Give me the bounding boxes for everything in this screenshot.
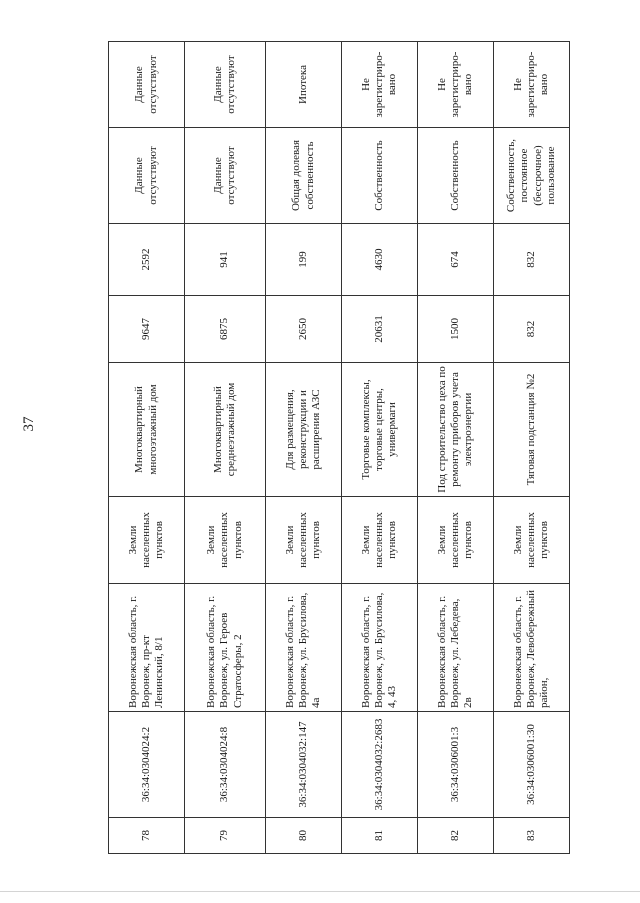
cell-cadastral: 36:34:0304024:8 [185, 712, 266, 818]
cell-num: 83 [494, 818, 570, 854]
cell-value: 2592 [109, 224, 185, 296]
cell-right: Данные отсутствуют [185, 128, 266, 224]
cell-num: 78 [109, 818, 185, 854]
table-row [266, 42, 342, 854]
cell-use: Для размещения, реконструкции и расширения АЗС [266, 363, 342, 497]
cell-category: Земли населенных пунктов [342, 497, 418, 584]
page-number: 37 [21, 416, 37, 432]
table-row [418, 42, 494, 854]
cell-use: Под строительство цеха по ремонту приборов учета электроэнергии [418, 363, 494, 497]
cell-num: 82 [418, 818, 494, 854]
cell-area: 20631 [342, 296, 418, 363]
cell-value: 832 [494, 224, 570, 296]
cell-encumbrance: Данные отсутствуют [109, 42, 185, 128]
cell-encumbrance: Не зарегистриро-вано [342, 42, 418, 128]
cell-address: Воронежская область, г. Воронеж, ул. Брусилова, 4, 43 [342, 584, 418, 712]
cell-encumbrance: Данные отсутствуют [185, 42, 266, 128]
cell-right: Собственность [342, 128, 418, 224]
cell-value: 941 [185, 224, 266, 296]
cell-cadastral: 36:34:0304032:2683 [342, 712, 418, 818]
table-row [185, 42, 266, 854]
cell-right: Собственность, постоянное (бессрочное) пользование [494, 128, 570, 224]
cell-category: Земли населенных пунктов [266, 497, 342, 584]
cell-use: Многоквартирный многоэтажный дом [109, 363, 185, 497]
cell-address: Воронежская область, г. Воронеж, ул. Брусилова, 4а [266, 584, 342, 712]
cell-num: 81 [342, 818, 418, 854]
cell-right: Данные отсутствуют [109, 128, 185, 224]
cell-use: Многоквартирный среднеэтажный дом [185, 363, 266, 497]
cell-area: 2650 [266, 296, 342, 363]
cell-area: 832 [494, 296, 570, 363]
land-plots-table-wrapper [108, 42, 569, 854]
cell-right: Общая долевая собственность [266, 128, 342, 224]
cell-cadastral: 36:34:0306001:30 [494, 712, 570, 818]
cell-num: 79 [185, 818, 266, 854]
cell-area: 9647 [109, 296, 185, 363]
cell-encumbrance: Ипотека [266, 42, 342, 128]
land-plots-table [108, 41, 570, 854]
cell-category: Земли населенных пунктов [494, 497, 570, 584]
cell-cadastral: 36:34:0304024:2 [109, 712, 185, 818]
cell-category: Земли населенных пунктов [109, 497, 185, 584]
cell-encumbrance: Не зарегистриро-вано [418, 42, 494, 128]
cell-use: Тяговая подстанция №2 [494, 363, 570, 497]
cell-area: 6875 [185, 296, 266, 363]
cell-value: 674 [418, 224, 494, 296]
cell-cadastral: 36:34:0304032:147 [266, 712, 342, 818]
cell-address: Воронежская область, г. Воронеж, пр-кт Ленинский, 8/1 [109, 584, 185, 712]
table-row [342, 42, 418, 854]
table-body [109, 42, 570, 854]
cell-value: 199 [266, 224, 342, 296]
cell-use: Торговые комплексы, торговые центры, универмаги [342, 363, 418, 497]
table-row [494, 42, 570, 854]
cell-cadastral: 36:34:0306001:3 [418, 712, 494, 818]
cell-encumbrance: Не зарегистриро-вано [494, 42, 570, 128]
cell-address: Воронежская область, г. Воронеж, ул. Лебедева, 2в [418, 584, 494, 712]
cell-address: Воронежская область, г. Воронеж, Левобережный район, [494, 584, 570, 712]
table-row [109, 42, 185, 854]
footer-rule [0, 891, 640, 892]
cell-num: 80 [266, 818, 342, 854]
cell-right: Собственность [418, 128, 494, 224]
cell-category: Земли населенных пунктов [418, 497, 494, 584]
cell-address: Воронежская область, г. Воронеж, ул. Героев Стратосферы, 2 [185, 584, 266, 712]
cell-area: 1500 [418, 296, 494, 363]
cell-value: 4630 [342, 224, 418, 296]
cell-category: Земли населенных пунктов [185, 497, 266, 584]
